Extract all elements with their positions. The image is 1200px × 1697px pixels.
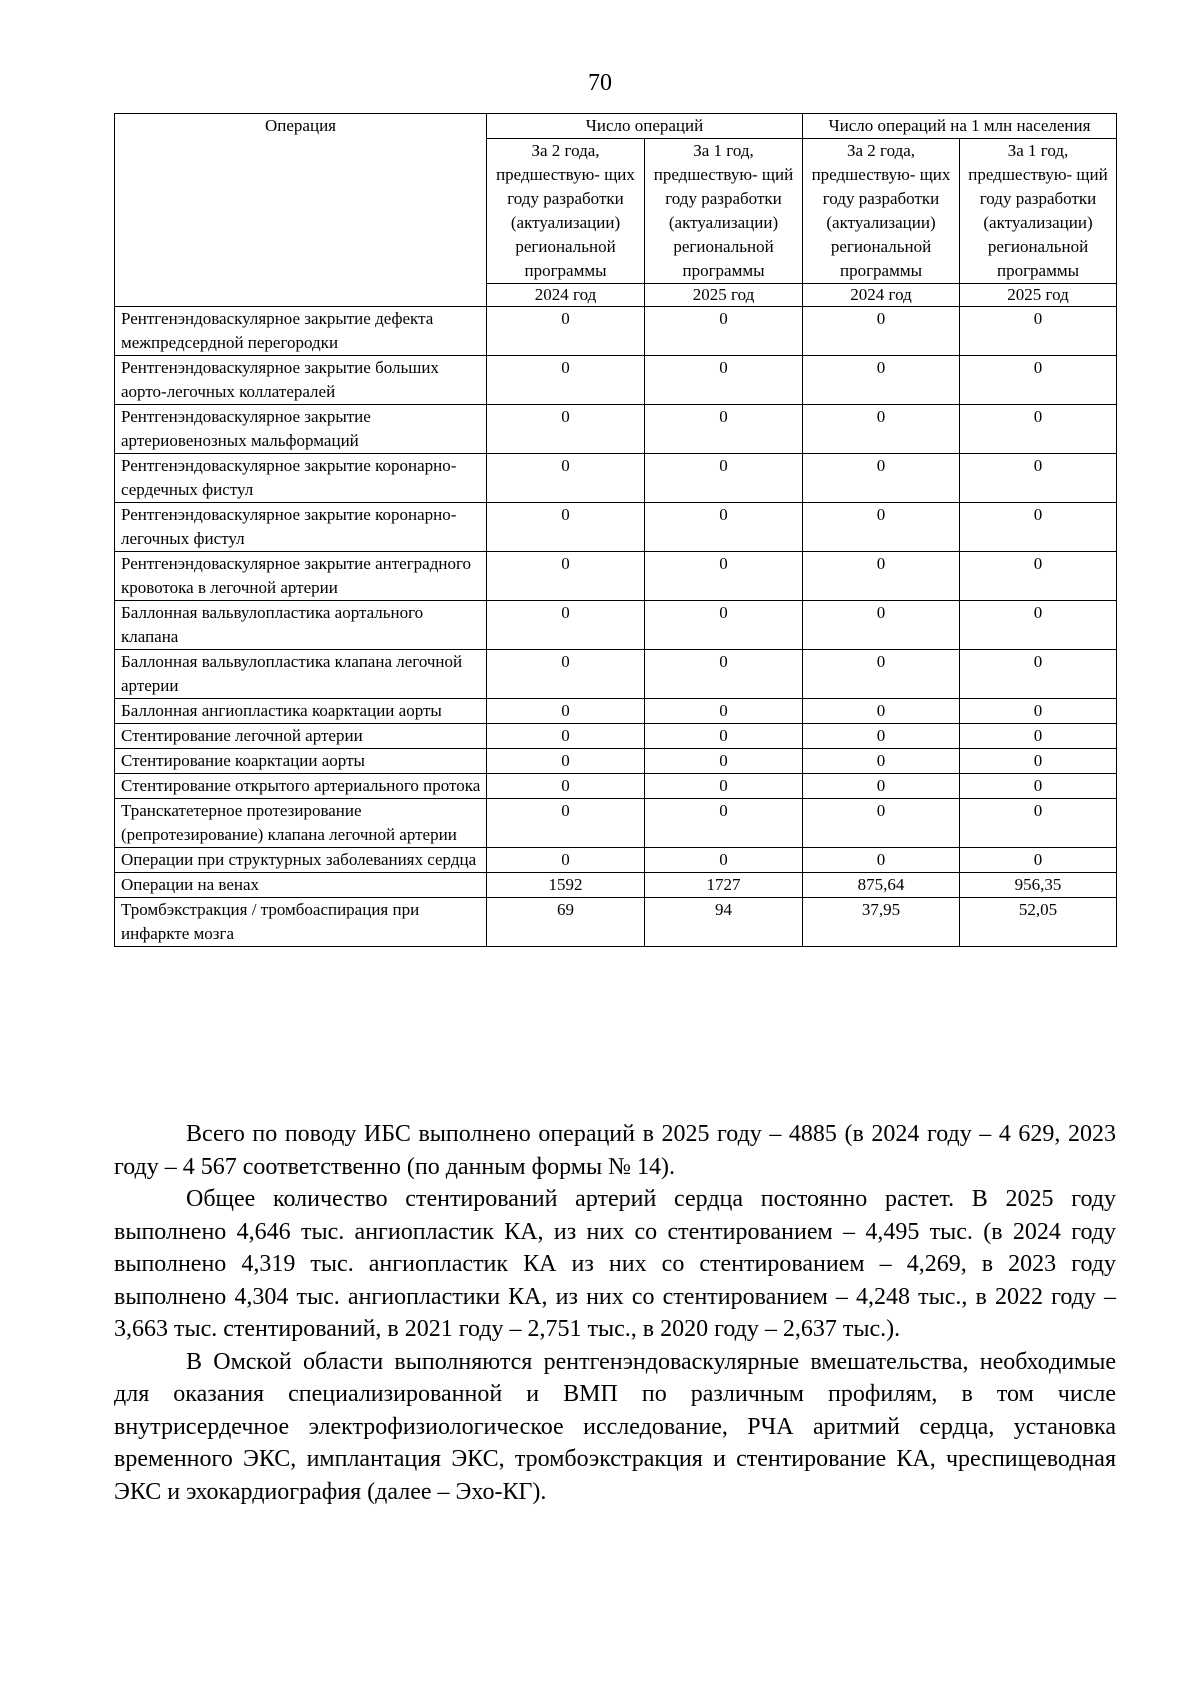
header-count-year-2024: 2024 год: [487, 284, 645, 307]
header-count-2years: За 2 года, предшествую- щих году разработки (актуализации) региональной программы: [487, 139, 645, 284]
row-permillion-2025: 0: [960, 749, 1117, 774]
table-row: [115, 873, 1117, 898]
table-row: [115, 503, 1117, 552]
row-permillion-2024: 0: [803, 774, 960, 799]
row-count-2024: 1592: [487, 873, 645, 898]
header-count-group: Число операций: [487, 114, 803, 139]
header-row-groups: [115, 114, 1117, 139]
table-row: [115, 699, 1117, 724]
row-count-2025: 0: [645, 405, 803, 454]
row-operation-name: Стентирование открытого артериального протока: [115, 774, 487, 799]
row-count-2025: 0: [645, 307, 803, 356]
row-permillion-2024: 0: [803, 650, 960, 699]
row-permillion-2024: 37,95: [803, 898, 960, 947]
row-count-2025: 0: [645, 774, 803, 799]
row-count-2025: 1727: [645, 873, 803, 898]
row-permillion-2024: 0: [803, 699, 960, 724]
row-permillion-2024: 0: [803, 356, 960, 405]
row-operation-name: Рентгенэндоваскулярное закрытие больших аорто-легочных коллатералей: [115, 356, 487, 405]
table-row: [115, 848, 1117, 873]
paragraph-ibs-total: Всего по поводу ИБС выполнено операций в 2025 году – 4885 (в 2024 году – 4 629, 2023 году – 4 567 соответственно (по данным формы № 14).: [114, 1121, 1116, 1180]
row-operation-name: Рентгенэндоваскулярное закрытие антеградного кровотока в легочной артерии: [115, 552, 487, 601]
row-permillion-2025: 0: [960, 724, 1117, 749]
row-permillion-2025: 0: [960, 405, 1117, 454]
page-number: 70: [588, 70, 612, 96]
row-permillion-2024: 0: [803, 454, 960, 503]
row-operation-name: Стентирование коарктации аорты: [115, 749, 487, 774]
row-operation-name: Рентгенэндоваскулярное закрытие коронарно-легочных фистул: [115, 503, 487, 552]
row-count-2024: 0: [487, 552, 645, 601]
row-permillion-2025: 0: [960, 774, 1117, 799]
row-permillion-2025: 0: [960, 601, 1117, 650]
row-permillion-2024: 0: [803, 307, 960, 356]
row-count-2024: 0: [487, 454, 645, 503]
row-operation-name: Рентгенэндоваскулярное закрытие коронарно-сердечных фистул: [115, 454, 487, 503]
header-permillion-year-2025: 2025 год: [960, 284, 1117, 307]
table-row: [115, 454, 1117, 503]
table-row: [115, 898, 1117, 947]
row-operation-name: Стентирование легочной артерии: [115, 724, 487, 749]
row-operation-name: Операции на венах: [115, 873, 487, 898]
row-count-2024: 0: [487, 774, 645, 799]
row-permillion-2025: 0: [960, 356, 1117, 405]
row-count-2025: 0: [645, 503, 803, 552]
header-permillion-1year: За 1 год, предшествую- щий году разработки (актуализации) региональной программы: [960, 139, 1117, 284]
row-count-2025: 0: [645, 454, 803, 503]
row-count-2025: 0: [645, 650, 803, 699]
row-permillion-2025: 0: [960, 650, 1117, 699]
row-count-2025: 94: [645, 898, 803, 947]
row-permillion-2024: 0: [803, 848, 960, 873]
table-row: [115, 749, 1117, 774]
row-count-2024: 0: [487, 601, 645, 650]
table-row: [115, 307, 1117, 356]
row-permillion-2024: 0: [803, 724, 960, 749]
row-count-2024: 69: [487, 898, 645, 947]
header-count-1year: За 1 год, предшествую- щий году разработки (актуализации) региональной программы: [645, 139, 803, 284]
table-row: [115, 774, 1117, 799]
header-per-million-group: Число операций на 1 млн населения: [803, 114, 1117, 139]
row-permillion-2024: 0: [803, 749, 960, 774]
body-text: [114, 1118, 1116, 1508]
header-permillion-2years: За 2 года, предшествую- щих году разработки (актуализации) региональной программы: [803, 139, 960, 284]
paragraph-stenting: Общее количество стентирований артерий сердца постоянно растет. В 2025 году выполнено 4,646 тыс. ангиопластик КА, из них со стентированием – 4,495 тыс. (в 2024 году выполнено 4,319 тыс. ангиопластик КА из них со стентированием – 4,269, в 2023 году выполнено 4,304 тыс. ангиопластики КА, из них со стентированием – 4,248 тыс., в 2022 году – 3,663 тыс. стентирований, в 2021 году – 2,751 тыс., в 2020 году – 2,637 тыс.).: [114, 1186, 1116, 1342]
row-permillion-2024: 0: [803, 503, 960, 552]
row-count-2024: 0: [487, 799, 645, 848]
row-operation-name: Баллонная вальвулопластика аортального клапана: [115, 601, 487, 650]
row-permillion-2025: 0: [960, 799, 1117, 848]
row-operation-name: Баллонная вальвулопластика клапана легочной артерии: [115, 650, 487, 699]
row-permillion-2025: 0: [960, 503, 1117, 552]
row-operation-name: Тромбэкстракция / тромбоаспирация при инфаркте мозга: [115, 898, 487, 947]
table-row: [115, 552, 1117, 601]
row-count-2024: 0: [487, 405, 645, 454]
row-count-2025: 0: [645, 799, 803, 848]
table-row: [115, 650, 1117, 699]
table-row: [115, 356, 1117, 405]
row-count-2024: 0: [487, 650, 645, 699]
row-permillion-2025: 0: [960, 454, 1117, 503]
row-count-2025: 0: [645, 601, 803, 650]
row-count-2025: 0: [645, 749, 803, 774]
row-count-2024: 0: [487, 699, 645, 724]
row-permillion-2025: 0: [960, 699, 1117, 724]
row-count-2024: 0: [487, 848, 645, 873]
row-count-2025: 0: [645, 356, 803, 405]
row-permillion-2025: 0: [960, 848, 1117, 873]
row-permillion-2024: 875,64: [803, 873, 960, 898]
row-count-2024: 0: [487, 749, 645, 774]
table-row: [115, 601, 1117, 650]
row-operation-name: Баллонная ангиопластика коарктации аорты: [115, 699, 487, 724]
row-count-2025: 0: [645, 848, 803, 873]
table-row: [115, 405, 1117, 454]
row-count-2024: 0: [487, 356, 645, 405]
row-permillion-2025: 52,05: [960, 898, 1117, 947]
row-permillion-2024: 0: [803, 601, 960, 650]
row-permillion-2024: 0: [803, 552, 960, 601]
row-operation-name: Рентгенэндоваскулярное закрытие дефекта межпредсердной перегородки: [115, 307, 487, 356]
header-permillion-year-2024: 2024 год: [803, 284, 960, 307]
row-count-2025: 0: [645, 552, 803, 601]
row-operation-name: Рентгенэндоваскулярное закрытие артериовенозных мальформаций: [115, 405, 487, 454]
row-count-2024: 0: [487, 724, 645, 749]
table-row: [115, 799, 1117, 848]
row-permillion-2025: 956,35: [960, 873, 1117, 898]
header-count-year-2025: 2025 год: [645, 284, 803, 307]
table-row: [115, 724, 1117, 749]
row-count-2025: 0: [645, 724, 803, 749]
row-permillion-2024: 0: [803, 405, 960, 454]
row-count-2024: 0: [487, 307, 645, 356]
row-operation-name: Транскатетерное протезирование (репротезирование) клапана легочной артерии: [115, 799, 487, 848]
row-operation-name: Операции при структурных заболеваниях сердца: [115, 848, 487, 873]
row-permillion-2024: 0: [803, 799, 960, 848]
operations-table: [114, 113, 1117, 947]
row-count-2025: 0: [645, 699, 803, 724]
row-count-2024: 0: [487, 503, 645, 552]
row-permillion-2025: 0: [960, 307, 1117, 356]
header-operation: Операция: [115, 114, 487, 307]
row-permillion-2025: 0: [960, 552, 1117, 601]
paragraph-omsk-interventions: В Омской области выполняются рентгенэндоваскулярные вмешательства, необходимые для оказания специализированной и ВМП по различным профилям, в том числе внутрисердечное электрофизиологическое исследование, РЧА аритмий сердца, установка временного ЭКС, имплантация ЭКС, тромбоэкстракция и стентирование КА, чреспищеводная ЭКС и эхокардиография (далее – Эхо-КГ).: [114, 1348, 1116, 1505]
